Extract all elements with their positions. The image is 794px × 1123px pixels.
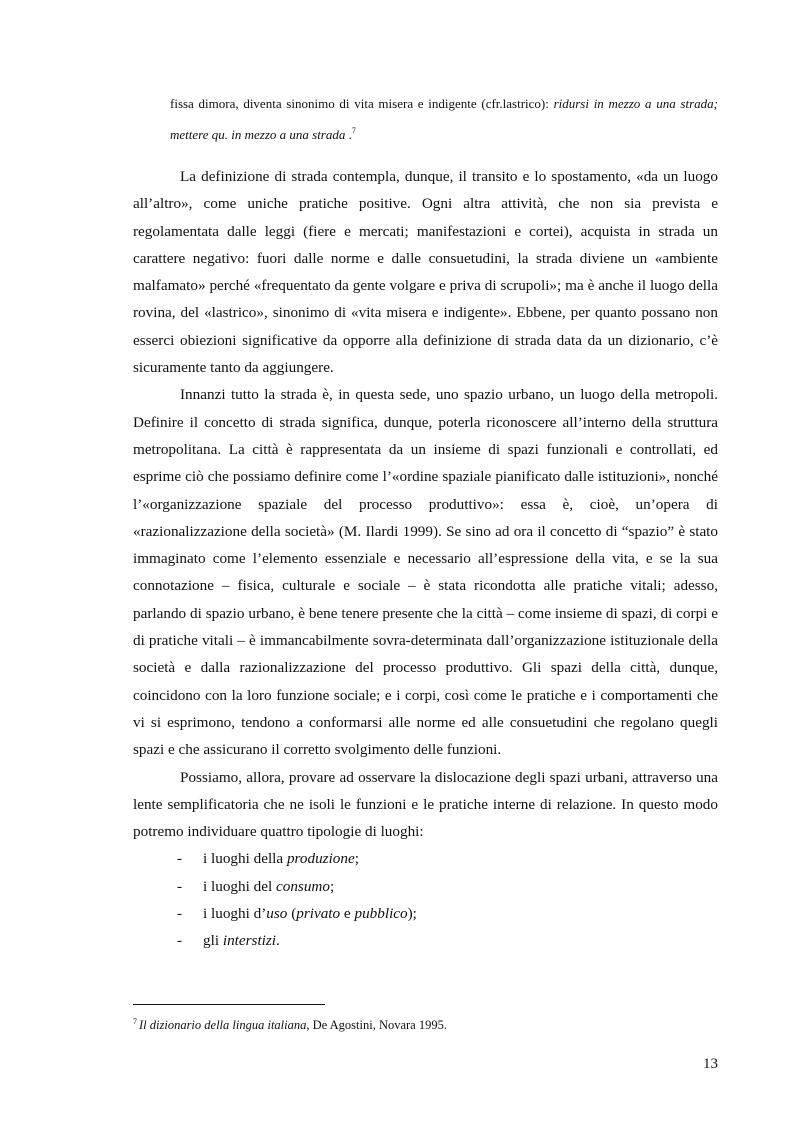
list-bullet: - bbox=[177, 905, 183, 923]
list-bullet: - bbox=[177, 877, 183, 895]
list-item-punctuation: ; bbox=[354, 850, 359, 868]
footnote-separator bbox=[133, 1004, 325, 1005]
list-item-emphasis: interstizi bbox=[222, 932, 277, 950]
footnote-title: Il dizionario della lingua italiana bbox=[139, 1018, 307, 1032]
list-item-text: e bbox=[340, 905, 355, 923]
list-item-emphasis: uso bbox=[266, 905, 288, 923]
list-item bbox=[133, 845, 718, 872]
list-item-emphasis: produzione bbox=[286, 850, 355, 868]
list-item-text: gli bbox=[203, 932, 223, 950]
list-item-text: i luoghi d’ bbox=[203, 905, 267, 923]
list-item-emphasis: pubblico bbox=[354, 905, 408, 923]
list-item-text: ( bbox=[287, 905, 297, 923]
body-text bbox=[133, 163, 718, 955]
list-bullet: - bbox=[177, 932, 183, 950]
list-item bbox=[133, 900, 718, 927]
page-number: 13 bbox=[703, 1056, 718, 1072]
list-item bbox=[133, 927, 718, 954]
quote-end: . bbox=[345, 127, 352, 142]
list-bullet: - bbox=[177, 850, 183, 868]
list-item-emphasis: privato bbox=[296, 905, 341, 923]
footnote bbox=[133, 1013, 718, 1034]
list-item-text: i luoghi della bbox=[203, 850, 287, 868]
footnote-citation: , De Agostini, Novara 1995. bbox=[306, 1018, 447, 1032]
list-item-text: i luoghi del bbox=[203, 877, 276, 895]
paragraph: La definizione di strada contempla, dunque, il transito e lo spostamento, «da un luogo all’altro», come uniche pratiche positive. Ogni altra attività, che non sia prevista e regolamentata dalle leggi (fiere e mercati; manifestazioni e cortei), acquista in strada un carattere negativo: fuori dalle norme e dalle consuetudini, la strada diviene un «ambiente malfamato» perché «frequentato da gente volgare e priva di scrupoli»; ma è anche il luogo della rovina, del «lastrico», sinonimo di «vita misera e indigente». Ebbene, per quanto possano non esserci obiezioni significative da opporre alla definizione di strada data da un dizionario, c’è sicuramente tanto da aggiungere. bbox=[133, 168, 718, 377]
paragraph: Innanzi tutto la strada è, in questa sede, uno spazio urbano, un luogo della metropoli. Definire il concetto di strada significa, dunque, poterla riconoscere all’interno della struttura metropolitana. La città è rappresentata da un insieme di spazi funzionali e controllati, ed esprime ciò che possiamo definire come l’«ordine spaziale pianificato dalle istituzioni», nonché l’«organizzazione spaziale del processo produttivo»: essa è, cioè, un’opera di «razionalizzazione della società» (M. Ilardi 1999). Se sino ad ora il concetto di “spazio” è stato immaginato come l’elemento essenziale e necessario all’espressione della vita, e se la sua connotazione – fisica, culturale e sociale – è stata ricondotta alle pratiche vitali; adesso, parlando di spazio urbano, è bene tenere presente che la città – come insieme di spazi, di corpi e di pratiche vitali – è immancabilmente sovra-determinata dall’organizzazione istituzionale della società e dalla razionalizzazione del processo produttivo. Gli spazi della città, dunque, coincidono con la loro funzione sociale; e i corpi, così come le pratiche e i comportamenti che vi si esprimono, tendono a conformarsi alle norme ed alle consuetudini che regolano quegli spazi e che assicurano il corretto svolgimento delle funzioni. bbox=[133, 386, 718, 759]
quote-text: fissa dimora, diventa sinonimo di vita misera e indigente (cfr.lastrico): bbox=[170, 96, 554, 111]
list-item-emphasis: consumo bbox=[275, 877, 330, 895]
footnote-reference[interactable]: 7 bbox=[351, 126, 356, 135]
list-item bbox=[133, 873, 718, 900]
list-item-punctuation: ; bbox=[329, 877, 335, 895]
places-list bbox=[133, 845, 718, 954]
list-item-punctuation: . bbox=[276, 932, 280, 950]
footnote-number: 7 bbox=[133, 1017, 137, 1026]
quote-italic-text: ridursi in mezzo a una strada; mettere qu. in mezzo a una strada bbox=[170, 96, 718, 142]
paragraph: Possiamo, allora, provare ad osservare la dislocazione degli spazi urbani, attraverso una lente semplificatoria che ne isoli le funzioni e le pratiche interne di relazione. In questo modo potremo individuare quattro tipologie di luoghi: bbox=[133, 768, 718, 841]
dictionary-quote bbox=[170, 90, 718, 148]
list-item-punctuation: ); bbox=[407, 905, 417, 923]
